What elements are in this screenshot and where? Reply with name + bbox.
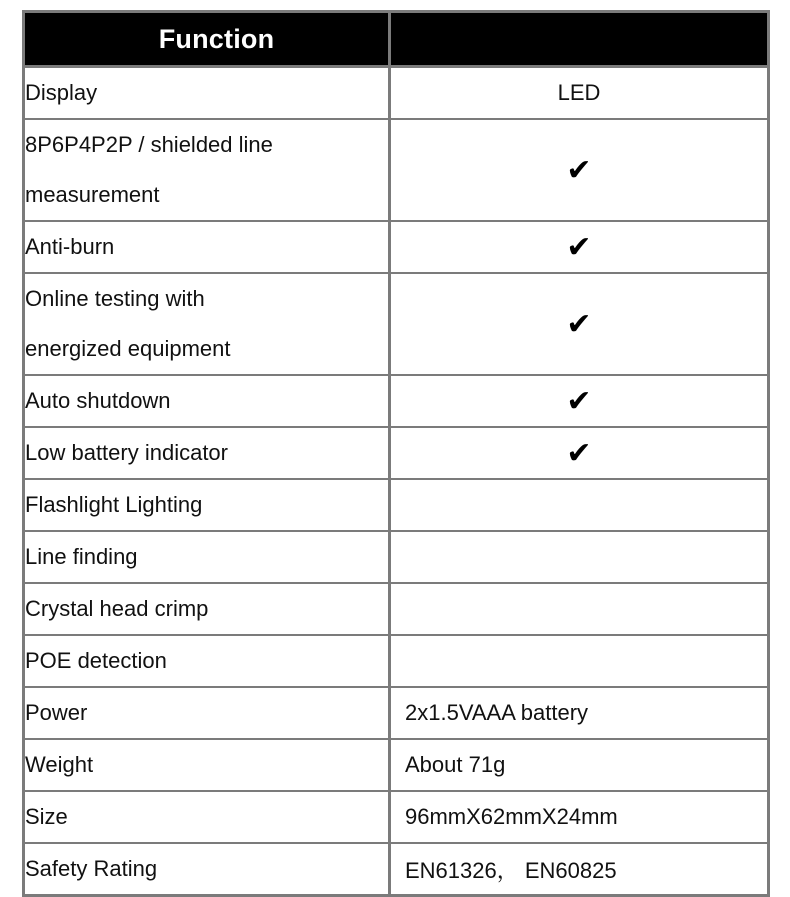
row-value-check [391,222,767,274]
table-header [25,13,767,68]
row-value-text [391,688,767,740]
table-body [25,68,767,894]
row-function-label-line: Crystal head crimp [25,596,209,621]
checkmark-icon: ✔ [566,436,592,471]
row-value-check [391,120,767,222]
table-row [25,792,767,844]
row-function-label [25,274,391,376]
row-function-label [25,532,391,584]
row-function-label [25,428,391,480]
table-row [25,376,767,428]
row-function-label [25,844,391,894]
row-value-check [391,376,767,428]
row-value-label: LED [557,80,601,105]
row-function-label-line: Anti-burn [25,234,115,259]
row-value-label: EN61326， EN60825 [405,857,617,883]
table-row [25,222,767,274]
row-function-label-line: Line finding [25,544,138,569]
row-function-label [25,688,391,740]
row-value-text [391,740,767,792]
checkmark-icon: ✔ [566,153,592,188]
row-function-label-line: Power [25,700,88,725]
table-row [25,480,767,532]
row-function-label [25,222,391,274]
row-function-label-line: measurement [25,182,160,207]
row-value-label: 2x1.5VAAA battery [405,700,589,725]
row-function-label [25,792,391,844]
row-function-label-line: Display [25,80,98,105]
row-function-label [25,480,391,532]
row-value-empty [391,480,767,532]
table-row [25,532,767,584]
row-function-label-line: energized equipment [25,336,231,361]
row-function-label [25,120,391,222]
checkmark-icon: ✔ [566,384,592,419]
row-value-empty [391,532,767,584]
row-value-check [391,428,767,480]
table-row [25,68,767,120]
row-value-text [391,792,767,844]
table-header-row [25,13,767,68]
row-function-label-line: Weight [25,752,94,777]
row-function-label-line: POE detection [25,648,167,673]
checkmark-icon: ✔ [566,230,592,265]
row-function-label [25,68,391,120]
row-function-label [25,636,391,688]
table-row [25,740,767,792]
row-value-text [391,844,767,894]
specification-table [22,10,770,897]
table-row [25,844,767,894]
table-row [25,120,767,222]
row-value-check [391,274,767,376]
column-header-value [391,13,767,68]
row-function-label-line: Safety Rating [25,856,158,881]
row-value-label: 96mmX62mmX24mm [405,804,618,829]
row-value-empty [391,584,767,636]
row-value-empty [391,636,767,688]
row-function-label-line: Size [25,804,68,829]
row-function-label-line: Auto shutdown [25,388,171,413]
table-row [25,584,767,636]
column-header-function [25,13,391,68]
row-function-label-line: Flashlight Lighting [25,492,203,517]
checkmark-icon: ✔ [566,307,592,342]
table-row [25,636,767,688]
row-function-label-line: 8P6P4P2P / shielded line [25,132,273,157]
row-function-label [25,740,391,792]
row-value-label: About 71g [405,752,506,777]
row-value-text [391,68,767,120]
row-function-label-line: Online testing with [25,286,205,311]
table-row [25,428,767,480]
row-function-label [25,376,391,428]
row-function-label [25,584,391,636]
row-function-label-line: Low battery indicator [25,440,228,465]
table-row [25,274,767,376]
column-header-function-label: Function [158,24,275,54]
table-row [25,688,767,740]
